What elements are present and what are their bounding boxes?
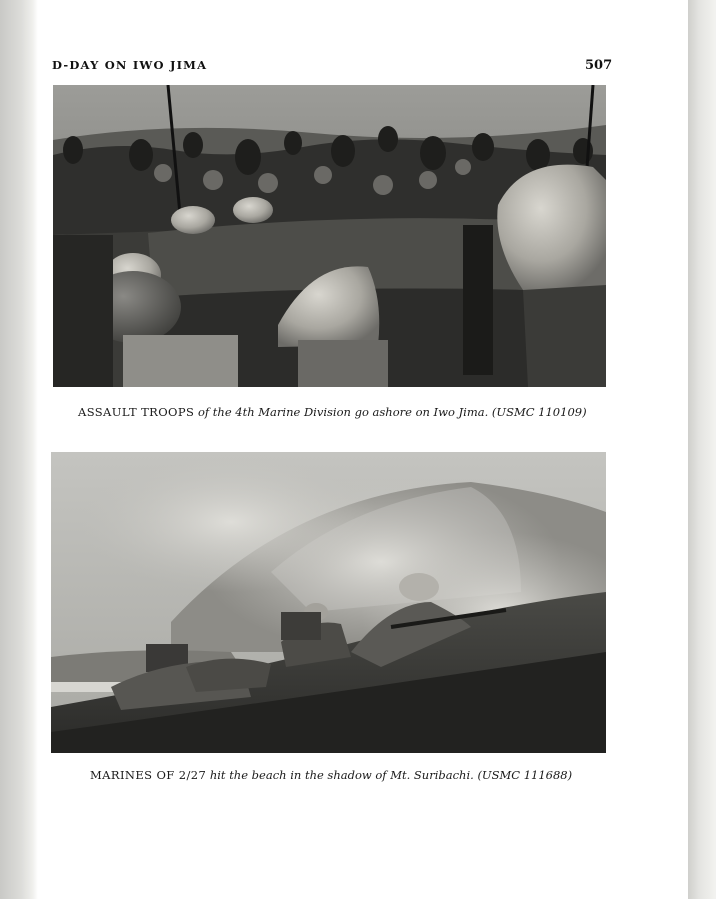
page-gutter-shadow [0, 0, 38, 899]
running-title: D-DAY ON IWO JIMA [52, 58, 208, 72]
photo-caption-2 [90, 768, 572, 782]
caption-text: hit the beach in the shadow of Mt. Suribachi. (USMC 111688) [206, 768, 573, 782]
caption-text: of the 4th Marine Division go ashore on Iwo Jima. (USMC 110109) [194, 405, 587, 419]
caption-lead: MARINES OF 2/27 [90, 768, 207, 782]
page-edge-shadow [688, 0, 716, 899]
page-number: 507 [585, 58, 613, 73]
photo-caption-1 [78, 405, 587, 419]
photo-assault-troops [53, 85, 606, 387]
photo-marines-suribachi [51, 452, 606, 753]
caption-lead: ASSAULT TROOPS [78, 405, 195, 419]
